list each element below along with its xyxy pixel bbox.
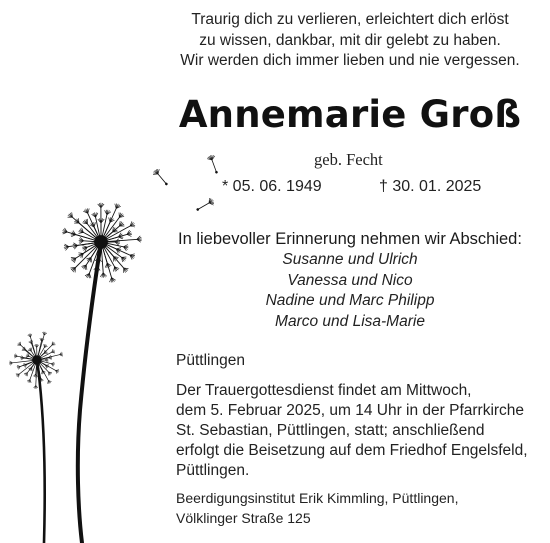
service-line: erfolgt die Beisetzung auf dem Friedhof Engelsfeld, [176,442,528,459]
verse-line: Traurig dich zu verlieren, erleichtert dich erlöst [191,11,509,28]
seed-icon [195,197,216,214]
undertaker-info [176,488,546,528]
place-name: Püttlingen [176,352,245,369]
dandelion-icon [0,150,220,543]
verse-line: zu wissen, dankbar, mit dir gelebt zu haben. [199,31,501,49]
farewell-intro: In liebevoller Erinnerung nehmen wir Abschied: [178,230,522,248]
dandelion-stem [78,242,101,543]
verse [160,10,540,72]
service-line: Püttlingen. [176,462,250,479]
dandelion-stem-small [37,360,45,543]
flying-seeds [152,152,220,214]
verse-line: Wir werden dich immer lieben und nie vergessen. [180,52,520,69]
funeral-service-text [176,381,546,481]
service-line: St. Sebastian, Püttlingen, statt; anschließend [176,422,485,439]
mourner-name: Susanne und Ulrich [282,251,418,268]
maiden-name: geb. Fecht [314,150,383,169]
mourner-name: Vanessa und Nico [287,271,413,289]
service-line: Der Trauergottesdienst findet am Mittwoch, [176,382,472,399]
seed-icon [152,168,171,188]
birth-date: * 05. 06. 1949 [222,178,322,195]
mourner-name: Nadine und Marc Philipp [265,292,435,309]
mourner-name: Marco und Lisa-Marie [275,312,425,330]
deceased-name: Annemarie Groß [178,93,522,136]
seed-icon [206,154,220,175]
death-date: † 30. 01. 2025 [379,178,482,195]
undertaker-line: Völklinger Straße 125 [176,510,311,526]
mourner-list [200,250,500,332]
service-line: dem 5. Februar 2025, um 14 Uhr in der Pfarrkirche [176,402,525,419]
undertaker-line: Beerdigungsinstitut Erik Kimmling, Püttlingen, [176,490,459,506]
